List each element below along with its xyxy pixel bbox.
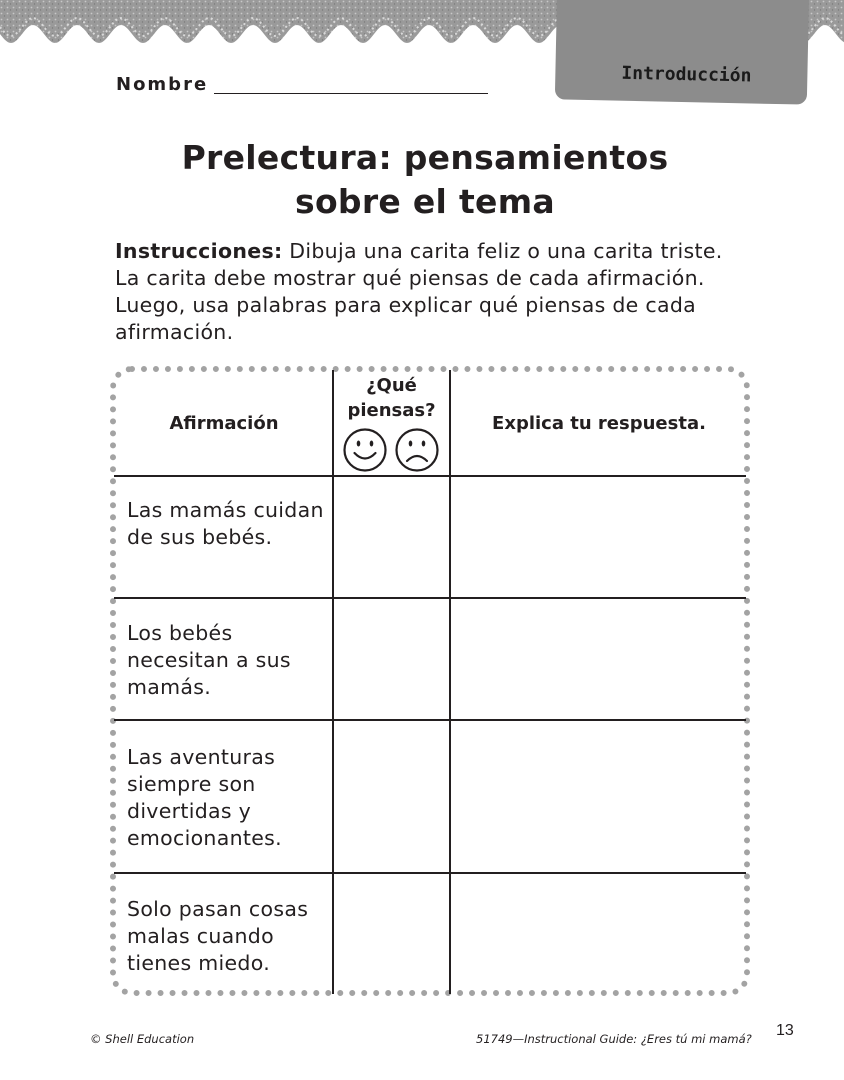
name-field-line[interactable] bbox=[214, 93, 488, 94]
footer-book-title: 51749—Instructional Guide: ¿Eres tú mi mamá? bbox=[476, 1032, 752, 1046]
section-label: Introducción bbox=[621, 62, 752, 87]
face-answer-cell-row-2[interactable] bbox=[334, 599, 449, 719]
instructions-text: Dibuja una carita feliz o una carita triste. La carita debe mostrar qué piensas de cada afirmación. Luego, usa palabras para explicar qué piensas de cada afirmación. bbox=[115, 239, 723, 344]
explain-answer-cell-row-4[interactable] bbox=[451, 874, 746, 992]
explain-answer-cell-row-3[interactable] bbox=[451, 721, 746, 872]
page-number: 13 bbox=[776, 1022, 794, 1039]
sad-face-icon bbox=[394, 427, 440, 473]
instructions-label: Instrucciones: bbox=[115, 239, 283, 263]
header-think-line-2: piensas? bbox=[347, 400, 436, 421]
statement-row-4: Solo pasan cosas malas cuando tienes miedo. bbox=[127, 897, 309, 975]
name-label: Nombre bbox=[116, 74, 209, 95]
happy-face-icon bbox=[342, 427, 388, 473]
face-answer-cell-row-1[interactable] bbox=[334, 477, 449, 597]
title-line-2: sobre el tema bbox=[295, 182, 555, 221]
header-statement: Afirmación bbox=[169, 413, 279, 434]
explain-answer-cell-row-1[interactable] bbox=[451, 477, 746, 597]
statement-row-1: Las mamás cuidan de sus bebés. bbox=[127, 498, 324, 549]
page-title bbox=[0, 136, 844, 224]
explain-answer-cell-row-2[interactable] bbox=[451, 599, 746, 719]
section-tab bbox=[555, 0, 809, 105]
footer-copyright: © Shell Education bbox=[90, 1032, 195, 1046]
title-line-1: Prelectura: pensamientos bbox=[181, 138, 669, 177]
face-answer-cell-row-3[interactable] bbox=[334, 721, 449, 872]
statement-row-3: Las aventuras siempre son divertidas y emocionantes. bbox=[127, 745, 282, 850]
header-explain: Explica tu respuesta. bbox=[492, 413, 706, 434]
instructions bbox=[115, 238, 735, 346]
face-answer-cell-row-4[interactable] bbox=[334, 874, 449, 992]
header-think-line-1: ¿Qué bbox=[366, 375, 417, 396]
statement-row-2: Los bebés necesitan a sus mamás. bbox=[127, 621, 291, 699]
